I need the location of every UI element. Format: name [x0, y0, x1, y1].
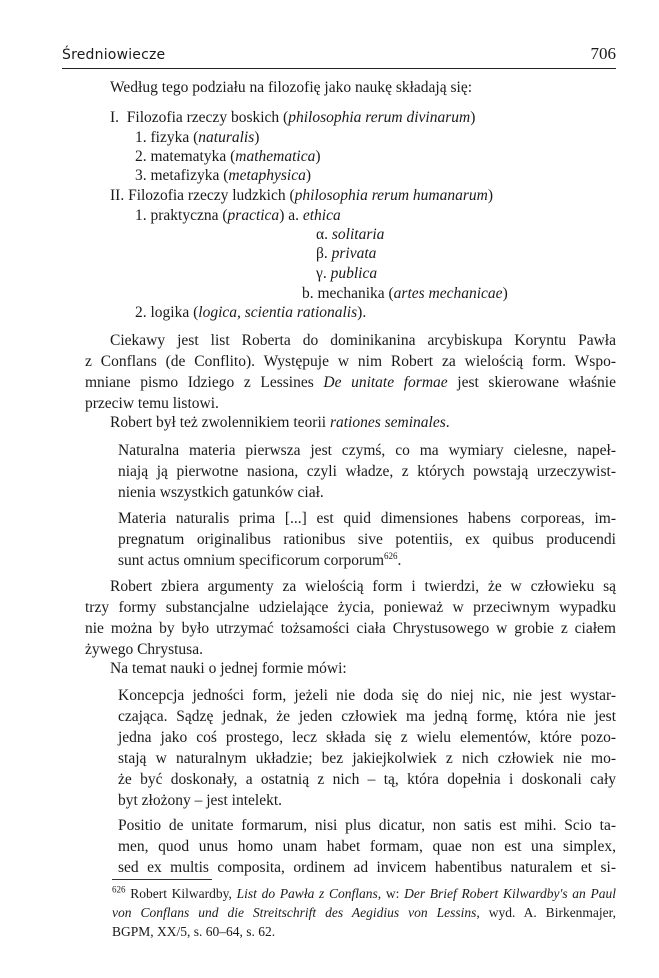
footnote-rule: [112, 879, 212, 880]
quote-latin-materia: Materia naturalis prima [...] est quid dimensiones habens corporeas, im- pregnatum originalibus rationibus sive potentiis, ex quibus producendi sunt actus omnium specificorum corporum$^{626}$.: [118, 510, 616, 569]
scheme-item-I3: 3. metafizyka (metaphysica): [135, 167, 312, 184]
paragraph-letter: Ciekawy jest list Roberta do dominikanina arcybiskupa Koryntu Pawła z Conflans (de Conflito). Występuje w nim Robert za wielością form. Wspo- mniane pismo Idziego z Lessines De unitate formae jest skierowane właśnie przeciw temu listowi.: [85, 332, 616, 412]
paragraph-one-form: Na temat nauki o jednej formie mówi:: [110, 660, 347, 677]
scheme-item-alpha: α. solitaria: [316, 226, 385, 243]
footnote: $^{626}$ Robert Kilwardby, List do Pawła z Conflans, w: Der Brief Robert Kilwardby's an Paul von Conflans und die Streitschrift des Aegidius von Lessins, wyd. A. Birkenmajer, BGPM, XX/5, s. 60–64, s. 62.: [112, 884, 617, 939]
footnote-ref: 626: [384, 550, 398, 561]
scheme-item-II: II. Filozofia rzeczy ludzkich (philosophia rerum humanarum): [110, 187, 493, 204]
scheme-item-I1: 1. fizyka (naturalis): [135, 129, 260, 146]
scheme-item-b: b. mechanika (artes mechanicae): [302, 285, 508, 302]
scheme-item-I2: 2. matematyka (mathematica): [135, 148, 321, 165]
section-title: Średniowiecze: [62, 47, 166, 63]
running-header: [62, 44, 616, 69]
intro-line: Według tego podziału na filozofię jako naukę składają się:: [110, 79, 473, 96]
paragraph-forms: Robert zbiera argumenty za wielością form i twierdzi, że w człowieku są trzy formy substancjalne udzielające życia, ponieważ w przeciwnym wypadku nie można by było utrzymać tożsamości ciała Chrystusowego w grobie z ciałem żywego Chrystusa.: [85, 578, 616, 658]
page-number: 706: [590, 44, 616, 63]
quote-polish-materia: Naturalna materia pierwsza jest czymś, co ma wymiary cielesne, napeł- niają ją pierwotne nasiona, czyli władze, z których powstają urzeczywist- nienia wszystkich gatunków ciał.: [118, 442, 616, 501]
scheme-item-II2: 2. logika (logica, scientia rationalis).: [135, 304, 367, 321]
scheme-item-II1: 1. praktyczna (practica) a. ethica: [135, 207, 341, 224]
paragraph-rationes: Robert był też zwolennikiem teorii rationes seminales.: [110, 414, 450, 431]
quote-latin-unity: Positio de unitate formarum, nisi plus dicatur, non satis est mihi. Scio ta- men, quod unus homo unam habet formam, quae non est una simplex, sed ex multis composita, ordinem ad invicem habentibus naturalem et si-: [118, 817, 616, 876]
quote-polish-unity: Koncepcja jedności form, jeżeli nie doda się do niej nic, nie jest wystar- czająca. Sądzę jednak, że jeden człowiek ma jedną formę, która nie jest jedna jako coś prostego, lecz składa się z wielu elementów, które pozo- stają w naturalnym układzie; bez jakiejkolwiek z nich człowiek nie mo- że być doskonały, a ostatnią z nich – tą, która dopełnia i doskonali cały byt złożony – jest intelekt.: [118, 687, 616, 809]
scheme-item-gamma: γ. publica: [316, 265, 378, 282]
scheme-item-I: I. Filozofia rzeczy boskich (philosophia rerum divinarum): [110, 109, 476, 126]
scheme-item-beta: β. privata: [316, 245, 377, 262]
